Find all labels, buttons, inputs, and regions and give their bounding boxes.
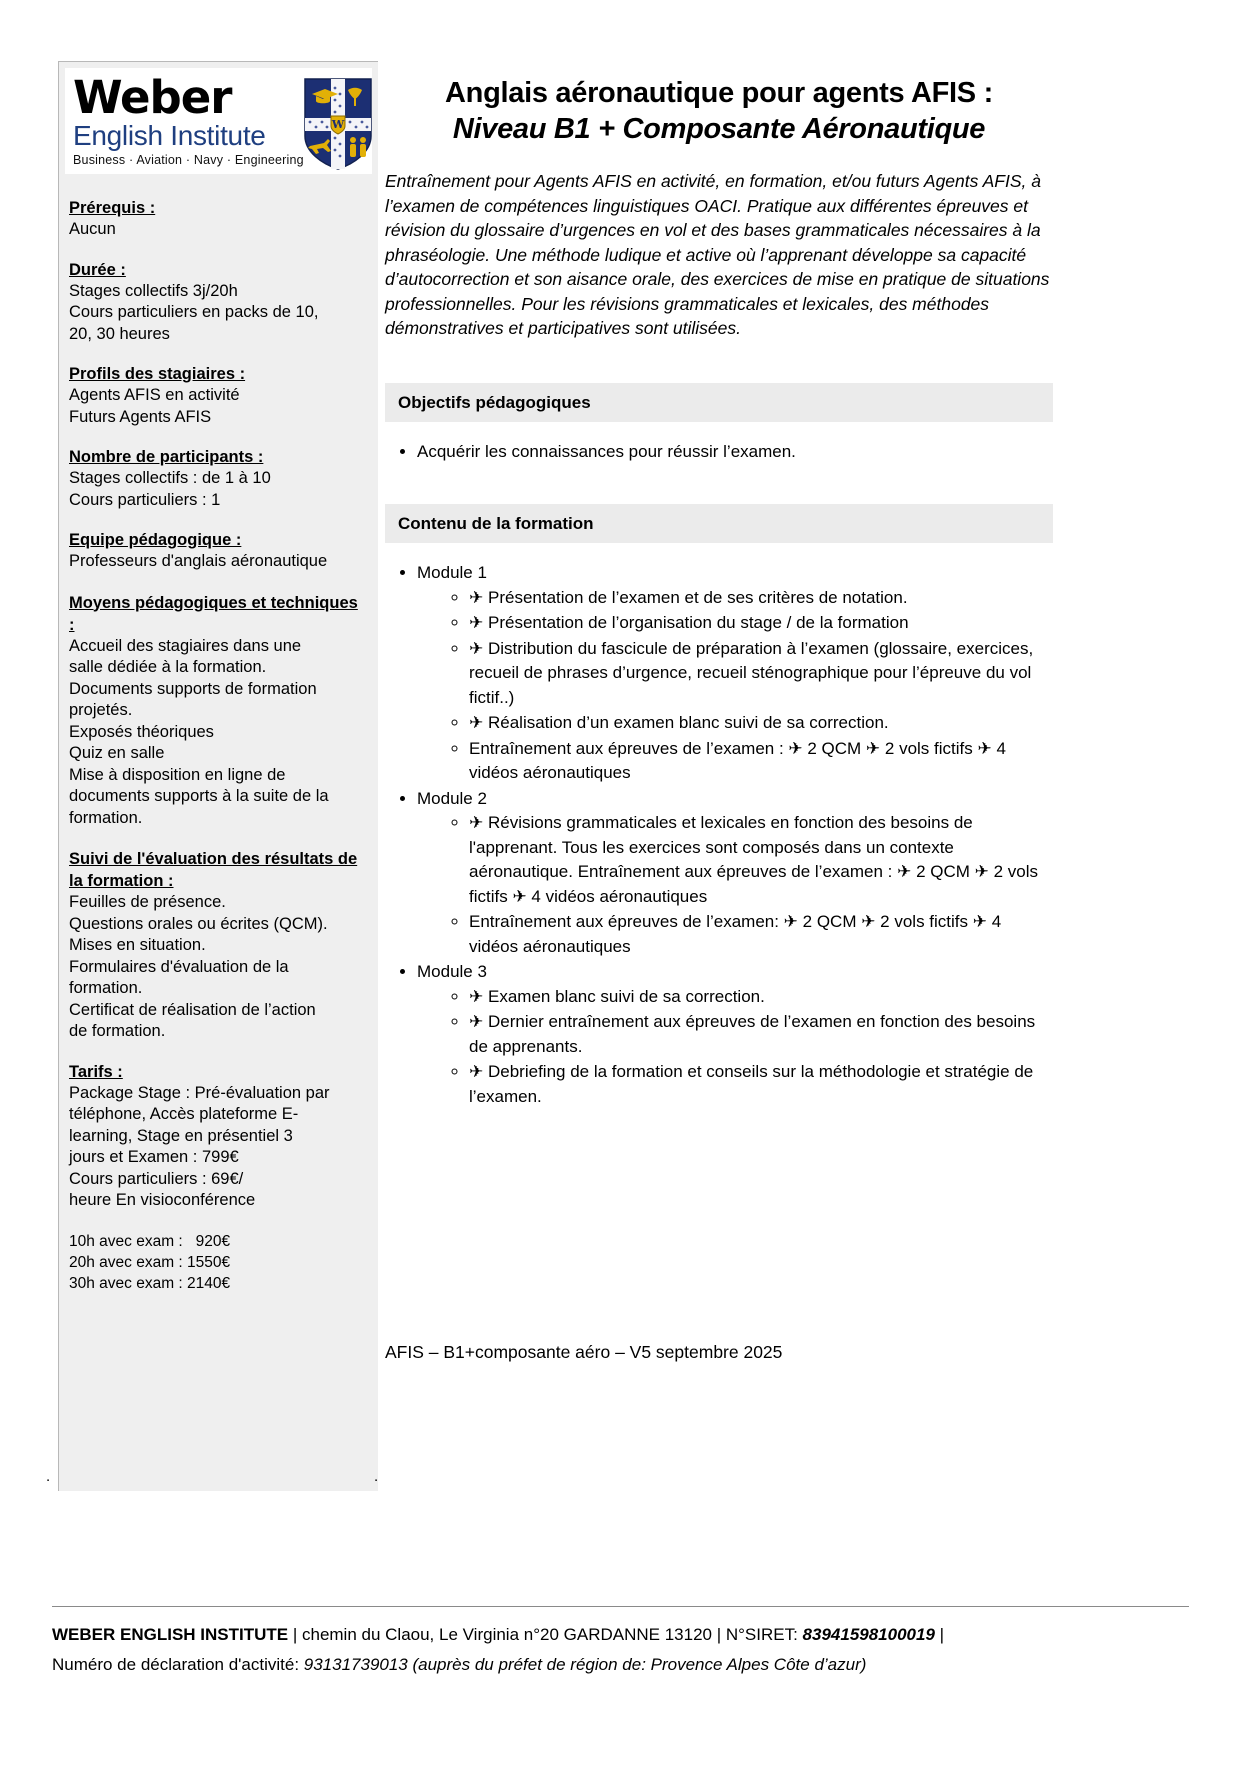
list-item — [469, 985, 1053, 1010]
item-text: Révisions grammaticales et lexicales en fonction des besoins de l'apprenant. Tous les exercices sont composés dans un contexte aéronautique. Entraînement aux épreuves de l’examen : ✈ 2 QCM ✈ 2 vols fictifs ✈ 4 vidéos aéronautiques — [469, 813, 1039, 906]
airplane-icon: ✈ — [469, 1012, 484, 1032]
logo-name: Weber — [73, 71, 232, 124]
airplane-icon: ✈ — [469, 638, 484, 659]
module-items — [417, 586, 1053, 786]
spacer — [69, 1043, 366, 1062]
spacer — [69, 573, 366, 592]
spacer — [69, 188, 366, 198]
page-title — [385, 75, 1053, 147]
airplane-icon: ✈ — [469, 813, 484, 833]
sidebar-text: formation. — [69, 808, 143, 827]
list-item — [469, 811, 1053, 909]
sidebar-heading-prerequis: Prérequis : — [69, 199, 156, 217]
list-item — [469, 1060, 1053, 1109]
item-text: Réalisation d’un examen blanc suivi de sa correction. — [487, 713, 889, 732]
sidebar-text: jours et Examen : 799€ — [69, 1148, 239, 1166]
airplane-icon: ✈ — [469, 986, 484, 1007]
spacer — [69, 428, 366, 447]
sidebar-text: Feuilles de présence. — [69, 893, 226, 911]
sidebar-text: Exposés théoriques — [69, 722, 214, 741]
page-footer — [0, 1606, 1241, 1677]
sidebar-text: Cours particuliers en packs de 10, — [69, 303, 319, 321]
sidebar-heading-profils: Profils des stagiaires : — [69, 365, 246, 383]
footer-line-2 — [52, 1653, 1241, 1677]
airplane-icon: ✈ — [469, 613, 484, 633]
sidebar-text: Mises en situation. — [69, 936, 206, 954]
sidebar-text: salle dédiée à la formation. — [69, 658, 267, 676]
company-address: | chemin du Claou, Le Virginia n°20 GARDANNE 13120 | N°SIRET: — [288, 1625, 803, 1644]
logo-institute: English Institute — [73, 120, 266, 151]
declaration-number: 93131739013 (auprès du préfet de région de: Provence Alpes Côte d’azur) — [303, 1655, 867, 1674]
module-items — [417, 985, 1053, 1110]
module-label: Module 3 — [417, 962, 487, 981]
sidebar-panel — [58, 61, 378, 1491]
item-text: Présentation de l’examen et de ses critères de notation. — [487, 587, 908, 607]
declaration-label: Numéro de déclaration d'activité: — [52, 1655, 304, 1674]
sidebar-text: documents supports à la suite de la — [69, 787, 329, 805]
list-item — [469, 737, 1053, 786]
sidebar-heading-participants: Nombre de participants : — [69, 448, 264, 466]
sidebar-text: learning, Stage en présentiel 3 — [69, 1126, 293, 1145]
sidebar-text: Futurs Agents AFIS — [69, 407, 212, 426]
list-item — [469, 611, 1053, 636]
sidebar-text: Stages collectifs : de 1 à 10 — [69, 469, 271, 487]
document-version: AFIS – B1+composante aéro – V5 septembre 2025 — [385, 1342, 783, 1362]
item-text: Dernier entraînement aux épreuves de l’examen en fonction des besoins de apprenants. — [469, 1012, 1036, 1056]
logo-tagline: Business · Aviation · Navy · Engineering — [73, 153, 304, 167]
item-text: Entraînement aux épreuves de l’examen: ✈ 2 QCM ✈ 2 vols fictifs ✈ 4 vidéos aéronautiques — [469, 912, 1002, 956]
spacer — [69, 511, 366, 530]
module-label: Module 2 — [417, 788, 487, 808]
modules-list — [385, 561, 1053, 1109]
weber-crest-icon — [304, 78, 372, 170]
main-content — [385, 75, 1053, 1381]
list-item — [469, 1010, 1053, 1059]
sidebar-text: Stages collectifs 3j/20h — [69, 281, 238, 300]
sidebar-heading-suivi: Suivi de l'évaluation des résultats de la formation : — [69, 850, 358, 890]
page-title-line1: Anglais aéronautique pour agents AFIS : — [445, 77, 993, 109]
sidebar-text: Professeurs d'anglais aéronautique — [69, 552, 328, 570]
scan-artifact-dot: . — [374, 1468, 379, 1485]
footer-tail: | — [934, 1625, 945, 1644]
sidebar-content — [59, 174, 378, 1294]
sidebar-text: Formulaires d'évaluation de la — [69, 957, 289, 976]
objectives-list — [385, 440, 1053, 465]
logo-wordmark — [73, 71, 304, 168]
sidebar-text: Accueil des stagiaires dans une — [69, 636, 302, 655]
list-item — [469, 711, 1053, 736]
module-label: Module 1 — [417, 563, 487, 582]
sidebar-text: heure En visioconférence — [69, 1191, 256, 1209]
sidebar-heading-moyens: Moyens pédagogiques et techniques : — [69, 593, 358, 634]
footer-line-1 — [52, 1623, 1241, 1647]
sidebar-text: Questions orales ou écrites (QCM). — [69, 914, 328, 933]
price-row: 10h avec exam : 920€ — [69, 1232, 231, 1250]
spacer — [69, 1212, 366, 1231]
sidebar-text: de formation. — [69, 1022, 166, 1040]
sidebar-text: Mise à disposition en ligne de — [69, 765, 286, 784]
sidebar-text: formation. — [69, 979, 143, 997]
footer-divider — [52, 1606, 1189, 1607]
spacer — [69, 241, 366, 260]
sidebar-text: Documents supports de formation — [69, 679, 317, 698]
spacer — [69, 345, 366, 364]
siret-number: 83941598100019 — [802, 1625, 935, 1644]
item-text: Présentation de l’organisation du stage / de la formation — [487, 613, 909, 632]
section-header-content: Contenu de la formation — [385, 504, 1053, 543]
section-header-objectives: Objectifs pédagogiques — [385, 383, 1053, 422]
airplane-icon: ✈ — [469, 587, 484, 608]
sidebar-text: Cours particuliers : 1 — [69, 490, 221, 509]
spacer — [69, 829, 366, 848]
sidebar-text: Certificat de réalisation de l’action — [69, 1000, 316, 1019]
module-items — [417, 811, 1053, 959]
sidebar-text: Package Stage : Pré-évaluation par — [69, 1083, 330, 1102]
price-row: 30h avec exam : 2140€ — [69, 1274, 231, 1292]
scan-artifact-dot: . — [46, 1468, 51, 1485]
list-item — [469, 637, 1053, 711]
item-text: Entraînement aux épreuves de l’examen : ✈ 2 QCM ✈ 2 vols fictifs ✈ 4 vidéos aéronautiques — [469, 738, 1006, 782]
svg-text:W: W — [331, 118, 344, 131]
sidebar-text: projetés. — [69, 701, 133, 719]
company-name: WEBER ENGLISH INSTITUTE — [52, 1625, 289, 1644]
list-item — [469, 586, 1053, 611]
airplane-icon: ✈ — [469, 1062, 484, 1082]
list-item — [417, 561, 1053, 786]
item-text: Debriefing de la formation et conseils sur la méthodologie et stratégie de l’examen. — [469, 1062, 1034, 1106]
sidebar-heading-equipe: Equipe pédagogique : — [69, 531, 242, 549]
sidebar-text: Agents AFIS en activité — [69, 386, 240, 404]
sidebar-text: téléphone, Accès plateforme E- — [69, 1105, 299, 1123]
list-item — [417, 960, 1053, 1109]
sidebar-text: Quiz en salle — [69, 744, 165, 762]
sidebar-heading-duree: Durée : — [69, 260, 126, 279]
list-item — [469, 910, 1053, 959]
list-item — [417, 787, 1053, 960]
price-row: 20h avec exam : 1550€ — [69, 1253, 231, 1271]
sidebar-text: Cours particuliers : 69€/ — [69, 1169, 244, 1188]
list-item: • Acquérir les connaissances pour réussir l’examen. — [417, 440, 1053, 465]
sidebar-heading-tarifs: Tarifs : — [69, 1062, 123, 1081]
intro-paragraph: Entraînement pour Agents AFIS en activité, en formation, et/ou futurs Agents AFIS, à l’examen de compétences linguistiques OACI. Pratique aux différentes épreuves et révision du glossaire d’urgences en vol et des bases grammaticales nécessaires à la phraséologie. Une méthode ludique et active où l’apprenant développe sa capacité d’autocorrection et son aisance orale, des exercices de mise en pratique de situations professionnelles. Pour les révisions grammaticales et lexicales, des méthodes démonstratives et participatives sont utilisées. — [385, 171, 1050, 338]
sidebar-text: 20, 30 heures — [69, 324, 170, 343]
sidebar-text: Aucun — [69, 220, 116, 238]
page-title-line2: Niveau B1 + Composante Aéronautique — [452, 113, 986, 145]
airplane-icon: ✈ — [469, 713, 484, 733]
item-text: Distribution du fascicule de préparation à l’examen (glossaire, exercices, recueil de phrases d’urgence, recueil sténographique pour l’épreuve du vol fictif..) — [469, 638, 1034, 707]
logo-block — [65, 68, 372, 174]
item-text: Examen blanc suivi de sa correction. — [487, 986, 765, 1006]
